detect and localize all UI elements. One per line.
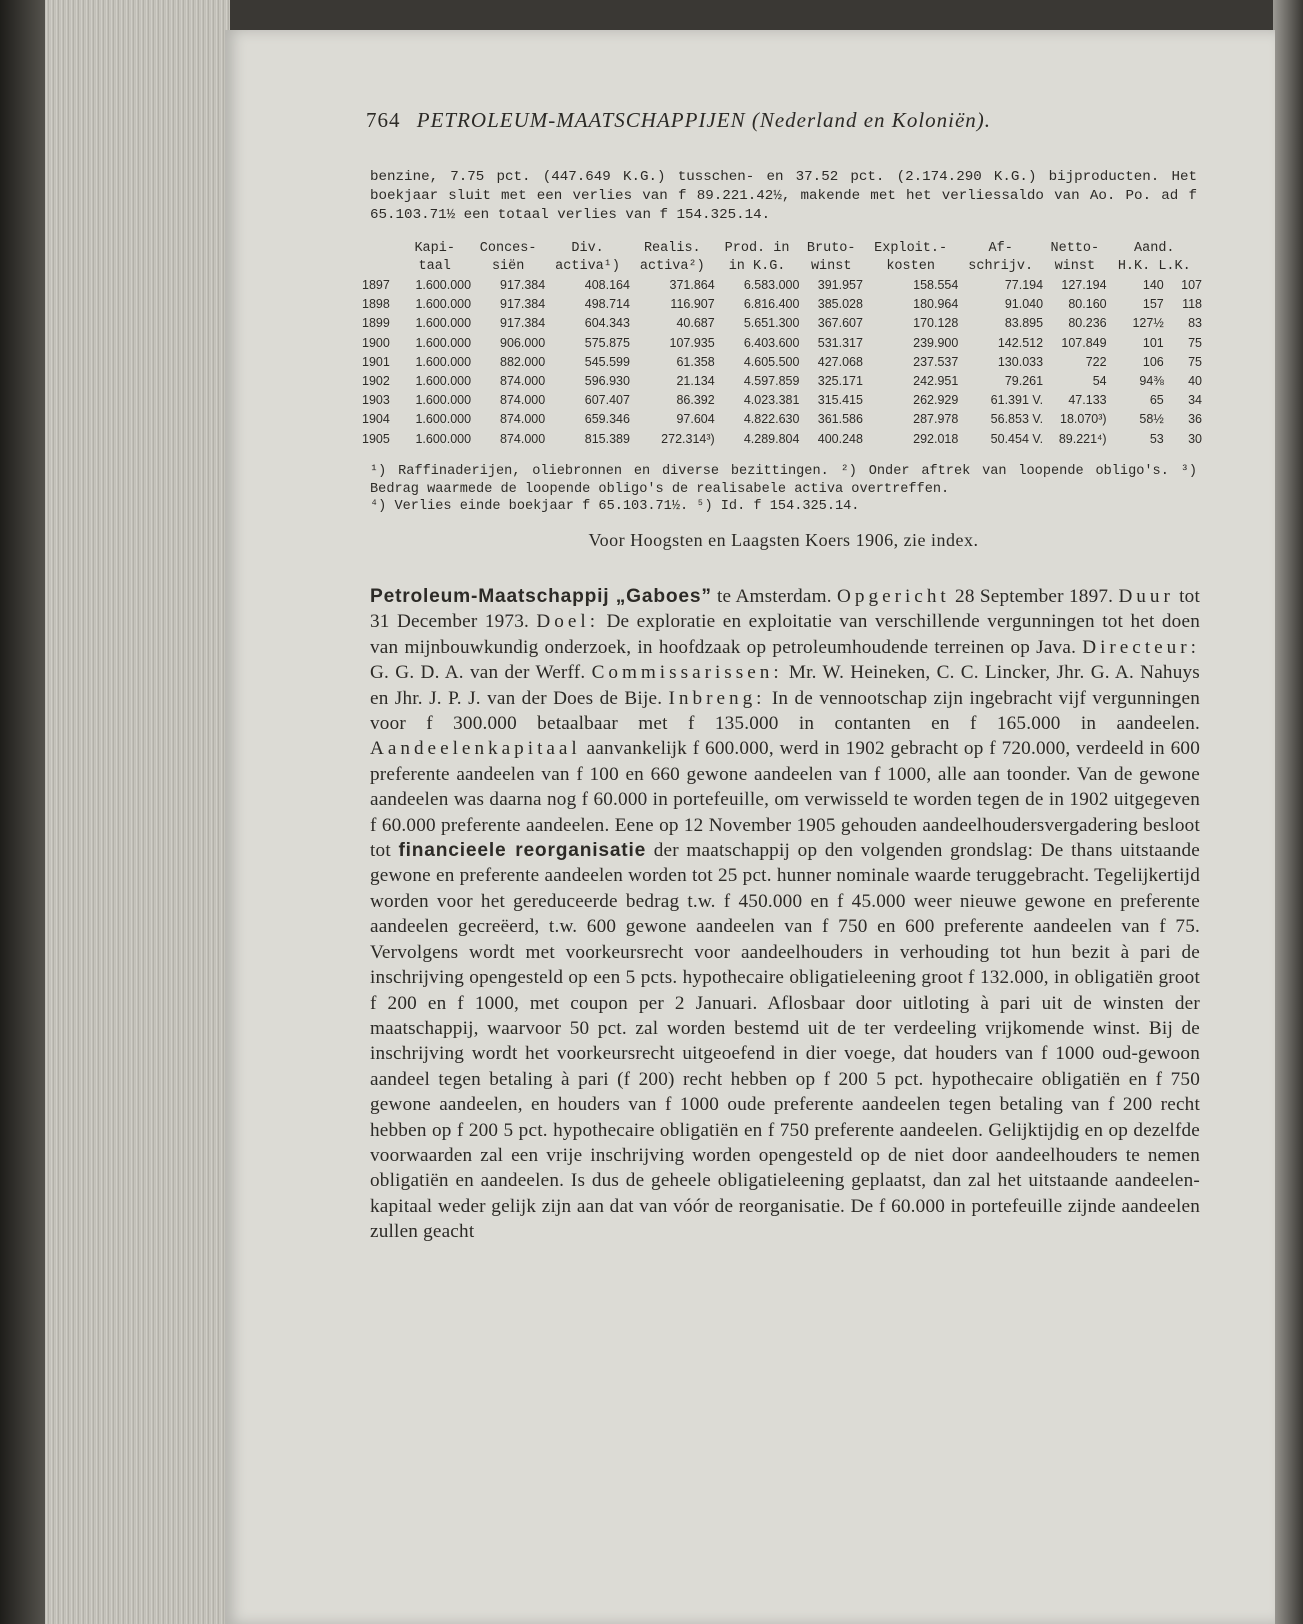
table-cell: 83 [1188,316,1202,331]
table-cell: 75 [1188,335,1202,350]
table-cell: 325.171 [817,374,863,389]
table-cell: 5.651.300 [743,316,800,331]
table-cell: 1.600.000 [415,335,472,350]
intro-text: benzine, 7.75 pct. (447.649 K.G.) tusschen- en 37.52 pct. (2.174.290 K.G.) bijproducten. Het boekjaar sluit met een verlies van f 89.221.42½, makende met het verliessaldo van Ao. Po. ad f 65.103.71½ een totaal verlies van f 154.325.14. [370,169,1197,223]
table-cell: 86.392 [676,393,715,408]
table-footnotes [370,463,1197,516]
table-cell: 361.586 [817,412,863,427]
table-cell: 107.849 [1061,335,1107,350]
table-cell: 1.600.000 [415,354,472,369]
table-cell: 97.604 [676,412,715,427]
table-cell: 4.605.500 [743,354,800,369]
commissarissen-label: Commissarissen: [591,662,783,684]
table-cell: 287.978 [913,412,959,427]
table-cell: 4.023.381 [743,393,800,408]
year-cell: 1898 [362,297,390,312]
company-name: Petroleum-Maatschappij „Gaboes” [370,586,712,607]
column-header: Exploit.- [874,241,948,256]
column-header-subline [362,258,398,276]
table-cell: 815.389 [584,431,630,446]
table-cell: 56.853 V. [990,412,1044,427]
right-page-shadow [1273,0,1303,1624]
financial-table [362,240,1202,449]
table-cell: 4.822.630 [743,412,800,427]
table-cell: 79.261 [1004,374,1044,389]
table-cell: 1.600.000 [415,278,472,292]
table-cell: 180.964 [913,297,959,312]
column-header: Kapi- [414,241,455,256]
running-title: PETROLEUM-MAATSCHAPPIJEN (Nederland en Koloniën). [416,108,992,132]
column-header-subline: activa²) [639,259,705,274]
column-header: Conces- [479,241,537,256]
table-cell: 292.018 [913,431,959,446]
table-cell: 58½ [1139,412,1164,427]
commissarissen-text: Mr. W. Heineken, C. C. Lincker, Jhr. G. A. Nahuys en Jhr. J. P. J. van der Does de Bije. [370,662,1200,709]
table-cell: 1.600.000 [415,297,472,312]
year-cell: 1905 [362,431,390,446]
column-header-subline: winst [810,259,852,274]
table-cell: 272.314³) [661,431,715,446]
year-cell: 1897 [362,278,390,292]
table-cell: 1.600.000 [415,316,472,331]
table-cell: 30 [1188,431,1202,446]
year-cell: 1903 [362,393,390,408]
doel-label: Doel: [536,611,600,633]
table-cell: 106 [1142,354,1164,369]
year-cell: 1899 [362,316,390,331]
table-cell: 531.317 [817,335,863,350]
table-cell: 400.248 [817,431,863,446]
table-cell: 607.407 [584,393,630,408]
table-cell: 874.000 [500,393,546,408]
reorganisatie-label: financieele reorganisatie [398,840,647,862]
table-cell: 498.714 [584,297,630,312]
column-header: Realis. [643,241,701,256]
table-row [362,410,1202,429]
table-cell: 18.070³) [1060,412,1107,427]
year-cell: 1901 [362,354,390,369]
table-cell: 118 [1182,297,1202,312]
table-cell: 127.194 [1061,278,1107,292]
table-cell: 47.133 [1068,393,1107,408]
table-cell: 40 [1188,374,1202,389]
column-header-subline: siën [491,259,525,274]
table-cell: 75 [1188,354,1202,369]
table-body [362,276,1202,449]
column-header: Bruto- [806,241,856,256]
table-cell: 91.040 [1004,297,1044,312]
table-cell: 575.875 [584,335,630,350]
table-cell: 65 [1149,393,1164,408]
table-cell: 315.415 [817,393,863,408]
reorganisatie-text: der maatschappij op den volgenden grondslag: De thans uitstaande gewone en preferente aandeelen worden tot 25 pct. hunner nominale waarde teruggebracht. Tegelijkertijd worden voor het gereduceerde bedrag t.w. f 450.000 en f 45.000 weer nieuwe gewone en preferente aandeelen gecreëerd, t.w. 600 gewone aandeelen van f 750 en 600 preferente aandeelen van f 75. Vervolgens wordt met voorkeursrecht voor aandeelhouders in verhouding tot hun bezit à pari de inschrijving opengesteld op een 5 pcts. hypothecaire obligatieleening groot f 132.000, in obligatiën groot f 200 en f 1000, met coupon per 2 Januari. Aflosbaar door uitloting à pari uit de winsten der maatschappij, waarvoor 50 pct. zal worden bestemd uit de ter verdeeling vrijkomende winst. Bij de inschrijving wordt het voorkeursrecht uitgeoefend in dier voege, dat houders van f 1000 oud-gewoon aandeel tegen betaling à pari (f 200) recht hebben op f 200 5 pct. hypothecaire obligatiën en f 750 gewone aandeelen, en houders van f 1000 oude preferente aandeelen tegen betaling van f 200 recht hebben op f 200 5 pct. hypothecaire obligatiën en f 750 preferente aandeelen. Gelijktijdig en op dezelfde voorwaarden zal een vrije inschrijving worden opengesteld op de niet door aandeelhouders te nemen obligatiën en aandeelen. Is dus de geheele obligatieleening geplaatst, dan zal het uitstaande aandeelen-kapitaal weder gelijk zijn aan dat van vóór de reorganisatie. De f 60.000 in portefeuille zijnde aandeelen zullen geacht [370,840,1200,1243]
year-cell: 1900 [362,335,390,350]
table-cell: 36 [1188,412,1202,427]
table-cell: 80.160 [1068,297,1107,312]
table-cell: 142.512 [997,335,1044,350]
kapitaal-text: aanvankelijk f 600.000, werd in 1902 gebracht op f 720.000, verdeeld in 600 preferente aandeelen van f 100 en 660 gewone aandeelen van f 1000, alle aan toonder. Van de gewone aandeelen was daarna nog f 60.000 in portefeuille, om verwisseld te worden tegen de in 1902 uitgegeven f 60.000 preferente aandeelen. Eene op 12 November 1905 gehouden aandeelhoudersvergadering besloot tot [370,738,1200,862]
table-cell: 237.537 [913,354,959,369]
inbreng-text: In de vennootschap zijn ingebracht vijf vergunningen voor f 300.000 betaalbaar met f 135.000 in contanten en f 165.000 in aandeelen. [370,687,1200,735]
table-cell: 604.343 [584,316,630,331]
table-cell: 427.068 [817,354,863,369]
table-cell: 906.000 [500,335,546,350]
table-cell: 882.000 [500,354,546,369]
table-cell: 83.895 [1004,316,1044,331]
table-cell: 1.600.000 [415,412,472,427]
table-cell: 94⅜ [1139,374,1164,389]
column-header-subline: taal [418,259,451,274]
table-cell: 140 [1142,278,1164,292]
table-row [362,430,1202,449]
table-cell: 874.000 [500,431,546,446]
table-cell: 874.000 [500,412,546,427]
footnote-line: ¹) Raffinaderijen, oliebronnen en diverse bezittingen. ²) Onder aftrek van loopende obligo's. ³) Bedrag waarmede de loopende obligo's de realisabele activa overtreffen. [370,464,1197,497]
table-cell: 6.403.600 [743,335,800,350]
opgericht-text: 28 September 1897. [949,586,1119,607]
table-cell: 371.864 [669,278,715,292]
table-cell: 157 [1142,297,1164,312]
table-cell: 917.384 [500,297,546,312]
table-row [362,372,1202,391]
column-header [362,240,398,258]
table-cell: 89.221⁴) [1058,431,1107,446]
table-cell: 262.929 [913,393,959,408]
year-cell: 1904 [362,412,390,427]
table-cell: 116.907 [670,297,715,312]
table-row [362,276,1202,295]
table-cell: 127½ [1132,316,1164,331]
column-header-subline: activa¹) [555,259,620,274]
table-cell: 596.930 [584,374,630,389]
duur-label: Duur [1118,586,1174,607]
table-cell: 1.600.000 [415,393,472,408]
table-header-row-2 [362,258,1202,276]
table-cell: 34 [1188,393,1202,408]
directeur-label: Directeur: [1082,636,1200,658]
table-cell: 61.358 [676,354,715,369]
table-cell: 107.935 [669,335,715,350]
table-cell: 408.164 [584,278,630,292]
table-cell: 4.289.804 [743,431,800,446]
directeur-text: G. G. D. A. van der Werff. [370,662,592,684]
table-cell: 367.607 [817,316,863,331]
column-header: Aand. [1134,241,1175,256]
kapitaal-label: Aandeelenkapitaal [370,738,581,760]
table-cell: 21.134 [676,374,715,389]
table-cell: 385.028 [817,297,863,312]
table-cell: 1.600.000 [415,431,472,446]
table-cell: 722 [1085,354,1107,369]
column-header-subline: winst [1054,259,1096,274]
table-cell: 874.000 [500,374,546,389]
table-row [362,353,1202,372]
table-cell: 391.957 [817,278,863,292]
table-row [362,391,1202,410]
inbreng-label: Inbreng: [668,687,766,709]
table-cell: 50.454 V. [990,431,1044,446]
column-header: Div. [571,241,604,256]
table-cell: 101 [1142,335,1164,350]
table-cell: 130.033 [997,354,1044,369]
table-row [362,295,1202,314]
column-header: Prod. in [724,241,790,256]
table-cell: 53 [1149,431,1164,446]
table-cell: 54 [1092,374,1107,389]
article-paragraph [370,584,1200,1245]
table-cell: 77.194 [1004,278,1044,292]
company-article [370,584,1200,1245]
koers-note: Voor Hoogsten en Laagsten Koers 1906, zie index. [588,530,979,550]
table-cell: 659.346 [584,412,630,427]
table-cell: 107 [1181,278,1202,292]
table-cell: 4.597.859 [743,374,800,389]
footnote-line: ⁴) Verlies einde boekjaar f 65.103.71½. ⁵) Id. f 154.325.14. [370,499,860,514]
running-header [366,108,1236,133]
column-header-subline: H.K. L.K. [1117,259,1191,274]
table-row [362,314,1202,333]
table-cell: 170.128 [913,316,959,331]
doel-text: De exploratie en exploitatie van verschillende vergunningen tot het doen van mijnbouwkundig onderzoek, in hoofdzaak op petroleumhoudende terreinen op Java. [370,611,1200,658]
table-cell: 80.236 [1068,316,1107,331]
book-binding-shadow [0,0,45,1624]
table-cell: 61.391 V. [990,393,1044,408]
table-cell: 6.816.400 [743,297,800,312]
table-cell: 239.900 [913,335,959,350]
table-cell: 545.599 [584,354,630,369]
table-cell: 158.554 [913,278,959,292]
table-row [362,334,1202,353]
table-cell: 40.687 [676,316,715,331]
column-header-subline: kosten [886,259,935,274]
table-cell: 917.384 [500,278,546,292]
company-location: te Amsterdam. [711,586,838,607]
column-header: Af- [988,241,1013,256]
table-cell: 6.583.000 [743,278,800,292]
column-header-subline: in K.G. [728,259,786,274]
intro-paragraph [370,168,1197,225]
table-header-row-1 [362,240,1202,258]
duur-text: tot 31 December 1973. [370,586,1200,633]
table-cell: 917.384 [500,316,546,331]
table-cell: 1.600.000 [415,374,472,389]
year-cell: 1902 [362,374,390,389]
page-number: 764 [366,108,401,132]
table-cell: 242.951 [913,374,959,389]
opgericht-label: Opgericht [837,586,950,607]
column-header-subline: schrijv. [968,259,1034,274]
column-header: Netto- [1050,241,1100,256]
